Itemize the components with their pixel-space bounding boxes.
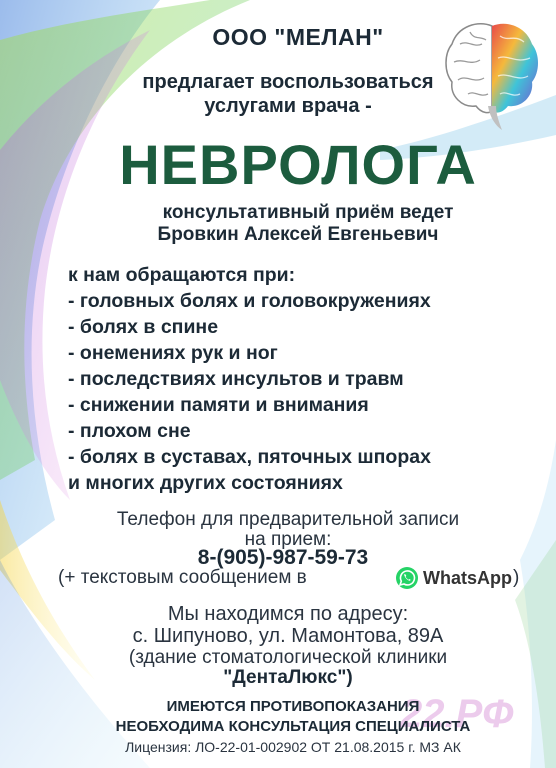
offer-line-2: услугами врача - [204,95,372,117]
whatsapp-icon [395,566,419,590]
condition-item: - болях в спине [68,316,219,338]
phone-label-line-2: на прием: [244,529,332,550]
condition-item: - онемениях рук и ног [68,342,278,364]
address-line-2: с. Шипуново, ул. Мамонтова, 89А [132,625,444,647]
condition-item: - последствиях инсультов и травм [68,368,404,390]
address-line-1: Мы находимся по адресу: [167,603,409,625]
consult-line-1: консультативный приём ведет [162,202,454,223]
site-watermark: 22.РФ [400,692,514,736]
phone-number[interactable]: 8-(905)-987-59-73 [197,546,369,569]
clinic-name: "ДентаЛюкс") [223,667,353,688]
sms-note: (+ текстовым сообщением в [58,567,307,588]
specialty-title: НЕВРОЛОГА [119,133,477,196]
whatsapp-label: WhatsApp [423,567,512,588]
contraindications-warning: ИМЕЮТСЯ ПРОТИВОПОКАЗАНИЯ [166,698,420,715]
whatsapp-badge[interactable] [395,565,519,591]
condition-item: - плохом сне [68,420,191,442]
doctor-name: Бровкин Алексей Евгеньевич [157,224,439,245]
condition-item: - снижении памяти и внимания [68,394,369,416]
address-line-3: (здание стоматологической клиники [128,647,448,668]
company-name: ООО "МЕЛАН" [212,24,384,50]
phone-label-line-1: Телефон для предварительной записи [116,509,460,530]
condition-item: - болях в суставах, пяточных шпорах [68,446,431,468]
offer-line-1: предлагает воспользоваться [142,71,434,93]
consultation-warning: НЕОБХОДИМА КОНСУЛЬТАЦИЯ СПЕЦИАЛИСТА [115,718,471,735]
condition-item: и многих других состояниях [68,472,343,494]
conditions-intro: к нам обращаются при: [68,264,296,286]
condition-item: - головных болях и головокружениях [68,290,431,312]
license-text: Лицензия: ЛО-22-01-002902 ОТ 21.08.2015 г. МЗ АК [125,739,461,755]
conditions-list [68,262,431,496]
sms-note-close: ) [513,567,520,588]
